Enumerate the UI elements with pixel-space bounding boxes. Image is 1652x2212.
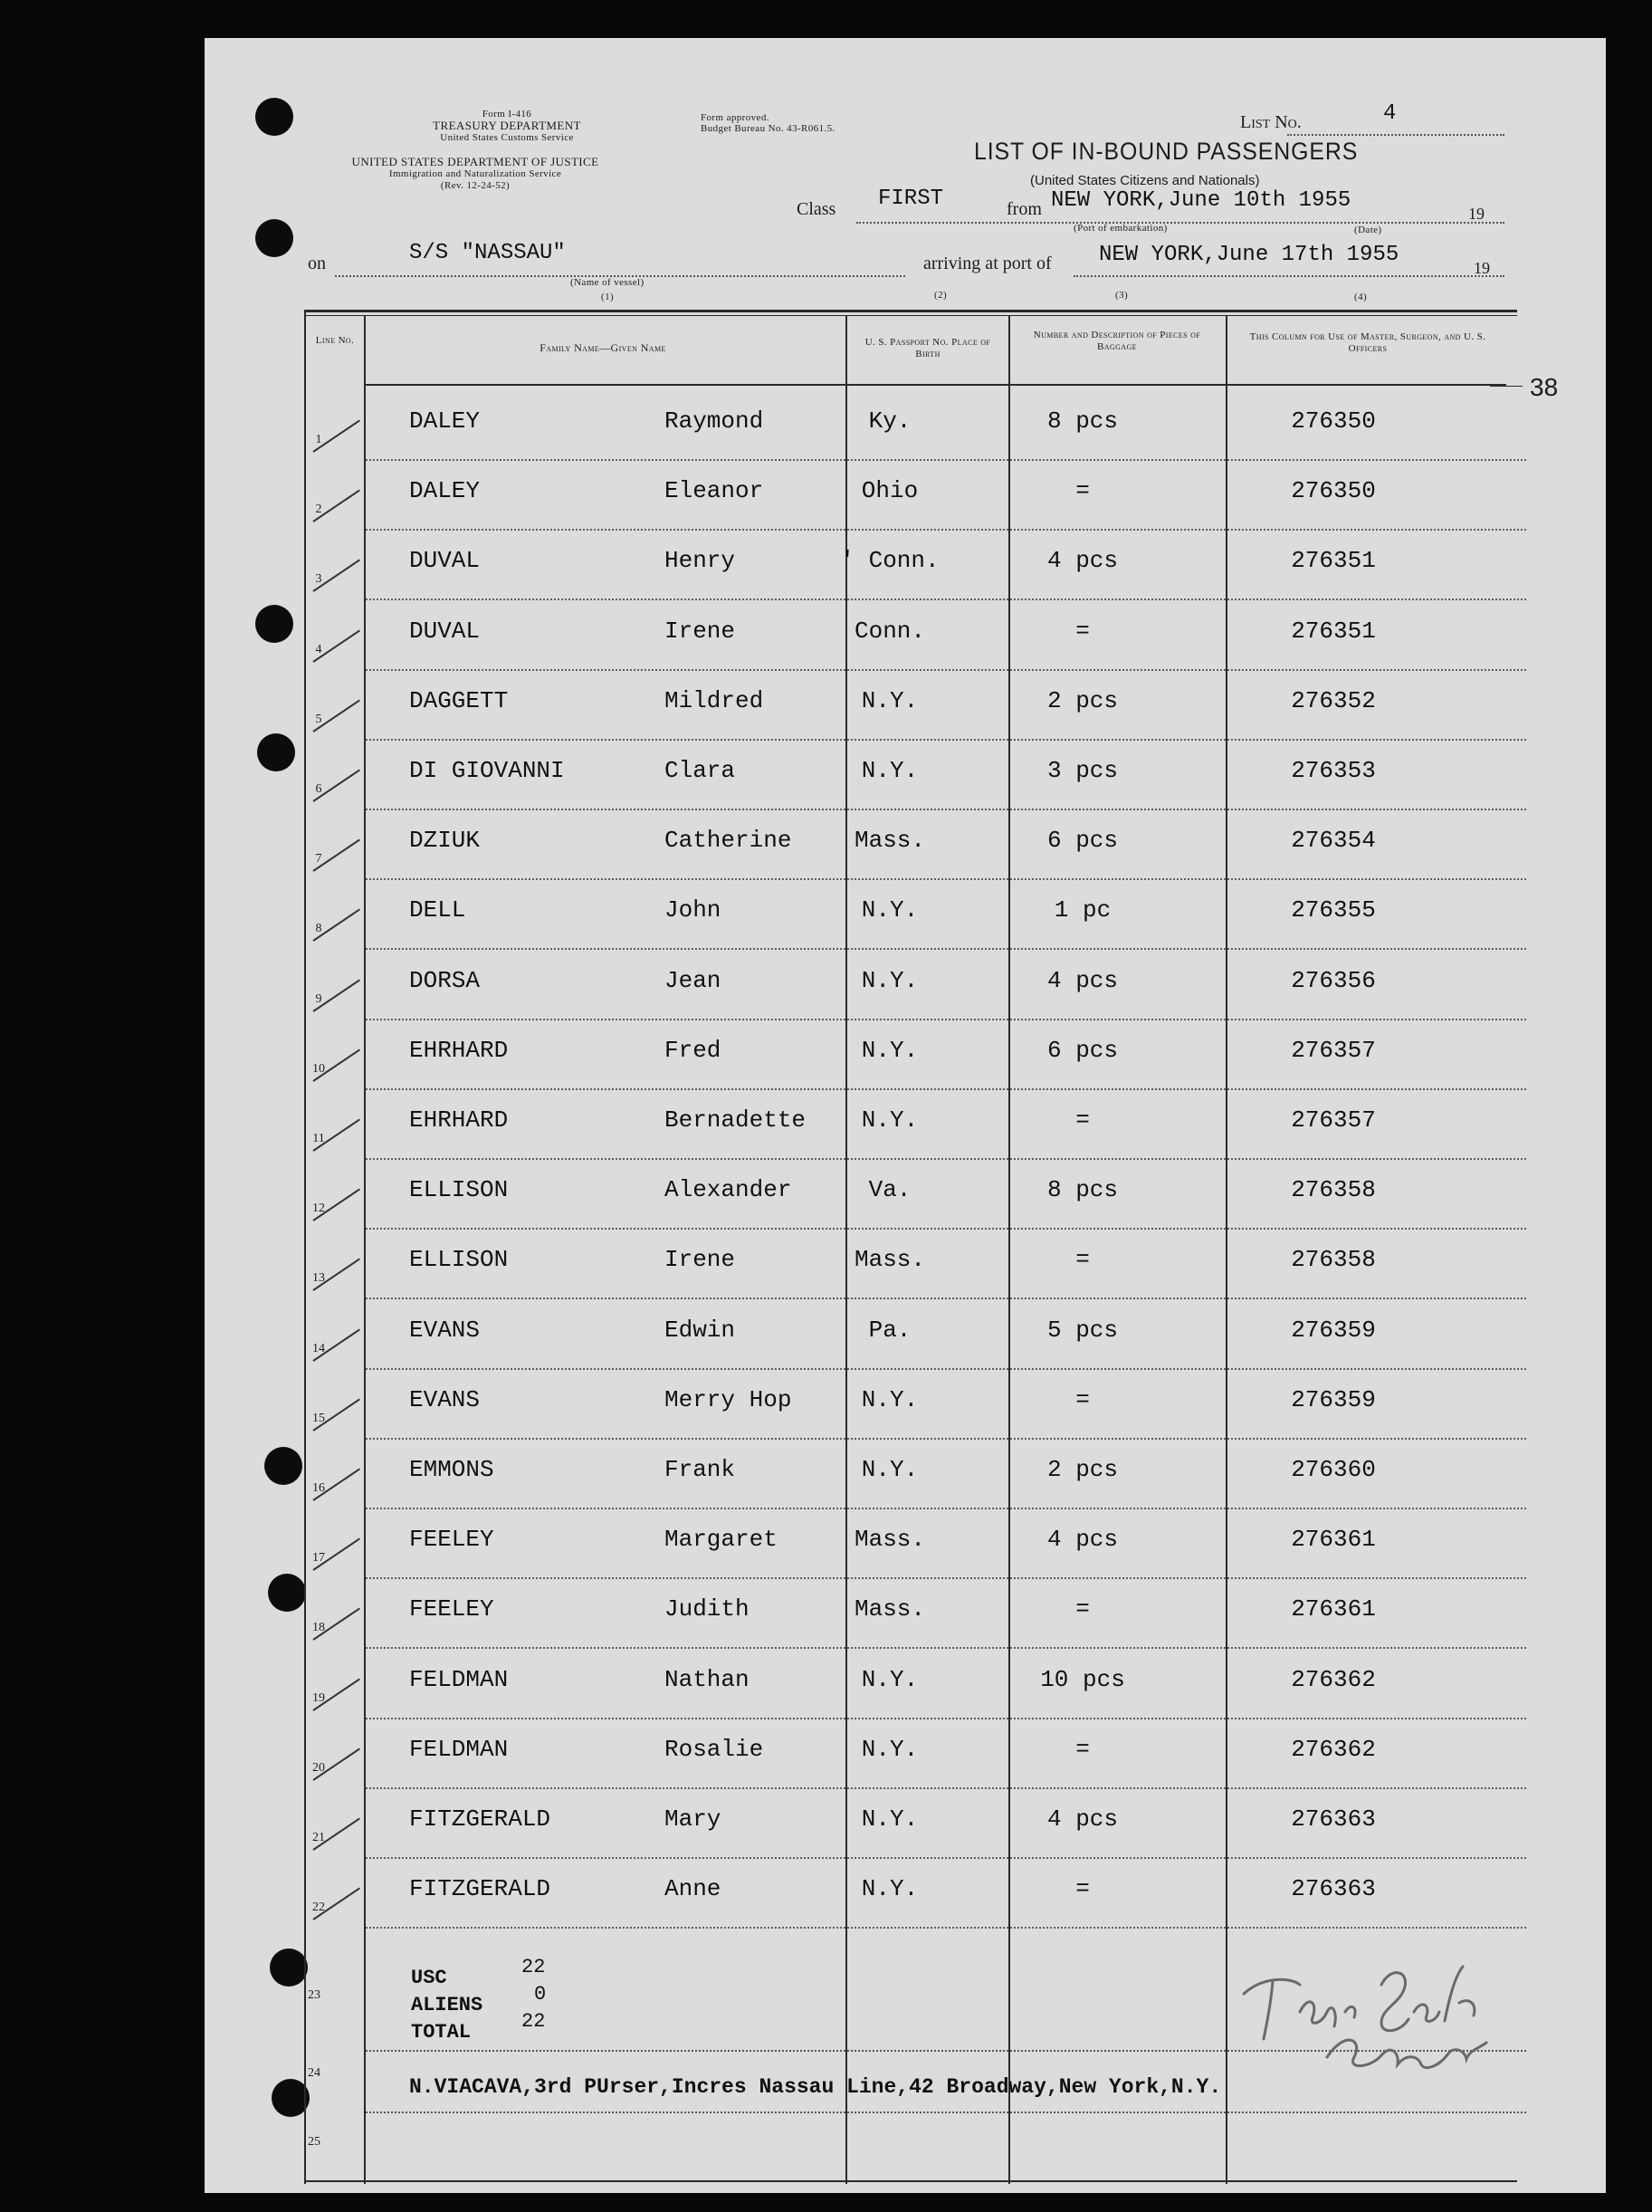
given-name: Frank — [664, 1456, 736, 1483]
given-name: Catherine — [664, 827, 792, 855]
baggage-count: 4 pcs — [1046, 966, 1118, 994]
punch-hole — [255, 98, 293, 136]
place-of-birth: N.Y. — [861, 1385, 919, 1413]
officer-number: 276360 — [1291, 1456, 1376, 1483]
given-name: Henry — [664, 547, 736, 575]
baggage-count: 6 pcs — [1046, 827, 1118, 855]
list-no-value: 4 — [1383, 101, 1397, 126]
punch-hole — [270, 1949, 308, 1987]
line-number-23: 23 — [308, 1988, 320, 2002]
line-number: 14 — [312, 1341, 325, 1355]
officer-number: 276352 — [1291, 686, 1376, 714]
list-no-line — [1287, 134, 1504, 136]
family-name: ELLISON — [409, 1246, 509, 1274]
family-name: DZIUK — [409, 827, 481, 855]
passenger-rows — [205, 391, 1526, 1930]
class-label: Class — [797, 199, 836, 219]
page-number-rule — [1490, 386, 1523, 387]
baggage-count: 2 pcs — [1046, 1456, 1118, 1483]
place-of-birth: Va. — [868, 1176, 912, 1204]
line-number: 13 — [312, 1271, 325, 1286]
line-number: 17 — [312, 1551, 325, 1566]
immigration-service: Immigration and Naturalization Service — [388, 168, 562, 179]
table-row — [205, 1230, 1526, 1299]
baggage-count: = — [1075, 477, 1090, 505]
officer-number: 276353 — [1291, 757, 1376, 784]
table-row — [205, 1650, 1526, 1719]
place-of-birth: Ky. — [868, 407, 912, 435]
given-name: Alexander — [664, 1176, 792, 1204]
line-number: 12 — [312, 1202, 325, 1216]
budget-bureau: Budget Bureau No. 43-R061.5. — [701, 123, 836, 134]
officer-number: 276363 — [1291, 1875, 1376, 1903]
form-revision: (Rev. 12-24-52) — [440, 180, 511, 191]
family-name: DI GIOVANNI — [409, 757, 565, 784]
usc-label: USC — [411, 1967, 447, 1989]
table-row — [205, 1579, 1526, 1649]
table-row — [205, 1300, 1526, 1370]
line-number: 2 — [315, 503, 322, 517]
given-name: Anne — [664, 1875, 721, 1903]
baggage-count: 4 pcs — [1046, 547, 1118, 575]
date-label: (Date) — [1354, 225, 1382, 235]
form-approved: Form approved. — [701, 112, 769, 123]
line-number: 7 — [315, 852, 322, 867]
officer-number: 276361 — [1291, 1595, 1376, 1623]
place-of-birth: Mass. — [854, 1246, 925, 1274]
baggage-count: 3 pcs — [1046, 757, 1118, 784]
col-header-name: Family Name—Given Name — [540, 341, 666, 354]
officer-number: 276357 — [1291, 1106, 1376, 1134]
family-name: DUVAL — [409, 617, 481, 645]
customs-service: United States Customs Service — [440, 132, 574, 143]
family-name: FEELEY — [409, 1526, 494, 1554]
given-name: Judith — [664, 1595, 750, 1623]
place-of-birth: Mass. — [854, 1595, 925, 1623]
family-name: DALEY — [409, 477, 481, 505]
manifest-page — [205, 38, 1606, 2193]
given-name: Rosalie — [664, 1735, 764, 1763]
officer-number: 276358 — [1291, 1246, 1376, 1274]
place-of-birth: N.Y. — [861, 686, 919, 714]
line-number: 3 — [315, 572, 322, 587]
table-row — [205, 531, 1526, 600]
treasury-department: TREASURY DEPARTMENT — [433, 119, 581, 132]
baggage-count: 10 pcs — [1040, 1665, 1125, 1693]
baggage-count: = — [1075, 1106, 1090, 1134]
on-label: on — [308, 254, 326, 273]
family-name: DELL — [409, 896, 466, 924]
line-number: 8 — [315, 922, 322, 936]
table-row — [205, 810, 1526, 880]
col-sub-4: (4) — [1354, 292, 1368, 302]
table-row — [205, 671, 1526, 741]
family-name: DORSA — [409, 966, 481, 994]
given-name: Clara — [664, 757, 736, 784]
place-of-birth: N.Y. — [861, 1036, 919, 1064]
family-name: DAGGETT — [409, 686, 509, 714]
given-name: Jean — [664, 966, 721, 994]
header-bottom-border — [364, 384, 1506, 386]
arrival-value: NEW YORK,June 17th 1955 — [1099, 243, 1399, 267]
total-label: TOTAL — [411, 2021, 472, 2044]
vessel-name: S/S "NASSAU" — [409, 241, 566, 265]
baggage-count: 4 pcs — [1046, 1526, 1118, 1554]
officer-number: 276363 — [1291, 1805, 1376, 1833]
arrival-year: 19 — [1474, 259, 1490, 277]
place-of-birth: N.Y. — [861, 1665, 919, 1693]
baggage-count: 8 pcs — [1046, 407, 1118, 435]
officer-number: 276354 — [1291, 827, 1376, 855]
list-no-label: List No. — [1240, 112, 1302, 132]
line-number: 10 — [312, 1061, 325, 1076]
line-number: 1 — [315, 433, 322, 446]
line-number: 22 — [312, 1901, 325, 1915]
family-name: EMMONS — [409, 1456, 494, 1483]
place-of-birth: Mass. — [854, 1526, 925, 1554]
table-top-border-inner — [304, 315, 1517, 316]
place-of-birth: Conn. — [854, 617, 925, 645]
given-name: Fred — [664, 1036, 721, 1064]
place-of-birth: Ohio — [861, 477, 919, 505]
line-number: 21 — [312, 1831, 325, 1844]
place-of-birth: N.Y. — [861, 1456, 919, 1483]
col-sub-2: (2) — [934, 290, 948, 301]
given-name: Merry Hop — [664, 1385, 792, 1413]
officer-number: 276350 — [1291, 407, 1376, 435]
officer-number: 276359 — [1291, 1385, 1376, 1413]
baggage-count: 6 pcs — [1046, 1036, 1118, 1064]
page-number: 38 — [1530, 373, 1559, 401]
officer-signature — [1237, 1958, 1535, 2075]
baggage-count: = — [1075, 617, 1090, 645]
family-name: FITZGERALD — [409, 1805, 551, 1833]
table-row — [205, 1160, 1526, 1230]
aliens-label: ALIENS — [411, 1994, 483, 2016]
line-number-24: 24 — [308, 2066, 320, 2080]
place-of-birth: N.Y. — [861, 1805, 919, 1833]
place-of-birth: N.Y. — [861, 1735, 919, 1763]
page-title: LIST OF IN-BOUND PASSENGERS — [974, 138, 1359, 165]
given-name: Edwin — [664, 1316, 736, 1344]
vessel-label: (Name of vessel) — [570, 277, 645, 288]
table-top-border — [304, 310, 1517, 312]
officer-number: 276355 — [1291, 896, 1376, 924]
row-line-24 — [366, 2111, 1526, 2113]
officer-number: 276357 — [1291, 1036, 1376, 1064]
baggage-count: = — [1075, 1246, 1090, 1274]
line-number: 6 — [315, 782, 322, 796]
table-row — [205, 1859, 1526, 1929]
line-number: 16 — [312, 1481, 325, 1495]
table-row — [205, 601, 1526, 671]
given-name: Irene — [664, 1246, 736, 1274]
family-name: FITZGERALD — [409, 1875, 551, 1903]
form-number: Form I-416 — [482, 109, 532, 120]
baggage-count: = — [1075, 1385, 1090, 1413]
line-number: 11 — [312, 1132, 325, 1145]
given-name: Raymond — [664, 407, 764, 435]
officer-number: 276351 — [1291, 617, 1376, 645]
baggage-count: 4 pcs — [1046, 1805, 1118, 1833]
baggage-count: 5 pcs — [1046, 1316, 1118, 1344]
total-value: 22 — [521, 2010, 546, 2033]
line-number: 18 — [312, 1621, 325, 1635]
from-line — [856, 222, 1504, 224]
officer-number: 276362 — [1291, 1665, 1376, 1693]
class-value: FIRST — [878, 187, 944, 211]
family-name: ELLISON — [409, 1176, 509, 1204]
given-name: Bernadette — [664, 1106, 807, 1134]
col-header-passport: U. S. Passport No. Place of Birth — [864, 337, 991, 359]
table-bottom-border — [304, 2180, 1517, 2182]
officer-number: 276359 — [1291, 1316, 1376, 1344]
family-name: FELDMAN — [409, 1735, 509, 1763]
family-name: FELDMAN — [409, 1665, 509, 1693]
line-number: 4 — [315, 642, 322, 656]
table-row — [205, 1020, 1526, 1090]
line-number: 19 — [312, 1690, 325, 1705]
place-of-birth: Pa. — [868, 1316, 912, 1344]
line-number-25: 25 — [308, 2135, 320, 2149]
from-value: NEW YORK,June 10th 1955 — [1051, 188, 1351, 213]
family-name: EHRHARD — [409, 1106, 509, 1134]
page-subtitle: (United States Citizens and Nationals) — [1030, 173, 1260, 188]
officer-number: 276362 — [1291, 1735, 1376, 1763]
from-year: 19 — [1468, 205, 1485, 223]
officer-number: 276350 — [1291, 477, 1376, 505]
col-header-officers: This Column for Use of Master, Surgeon, and U. S. Officers — [1249, 331, 1486, 354]
given-name: Margaret — [664, 1526, 778, 1554]
line-number: 5 — [315, 712, 322, 726]
table-row — [205, 1440, 1526, 1509]
table-row — [205, 1370, 1526, 1440]
table-row — [205, 1719, 1526, 1789]
given-name: Irene — [664, 617, 736, 645]
place-of-birth: N.Y. — [861, 896, 919, 924]
family-name: EVANS — [409, 1385, 481, 1413]
place-of-birth: N.Y. — [861, 1875, 919, 1903]
table-row — [205, 1789, 1526, 1859]
embarkation-label: (Port of embarkation) — [1074, 223, 1168, 234]
aliens-value: 0 — [534, 1983, 547, 2006]
family-name: FEELEY — [409, 1595, 494, 1623]
usc-value: 22 — [521, 1956, 546, 1978]
place-of-birth: N.Y. — [861, 1106, 919, 1134]
col-sub-1: (1) — [601, 292, 615, 302]
table-row — [205, 1509, 1526, 1579]
arriving-label: arriving at port of — [923, 254, 1052, 273]
line-number: 20 — [312, 1760, 325, 1775]
baggage-count: 1 pc — [1054, 896, 1112, 924]
given-name: John — [664, 896, 721, 924]
given-name: Mildred — [664, 686, 764, 714]
place-of-birth: N.Y. — [861, 966, 919, 994]
officer-number: 276358 — [1291, 1176, 1376, 1204]
col-header-baggage: Number and Description of Pieces of Baggage — [1033, 330, 1201, 352]
table-row — [205, 741, 1526, 810]
baggage-count: = — [1075, 1875, 1090, 1903]
family-name: EVANS — [409, 1316, 481, 1344]
table-row — [205, 461, 1526, 531]
line-number: 15 — [312, 1411, 325, 1425]
table-row — [205, 951, 1526, 1020]
punch-hole — [255, 219, 293, 257]
officer-number: 276361 — [1291, 1526, 1376, 1554]
place-of-birth: Mass. — [854, 827, 925, 855]
officer-number: 276351 — [1291, 547, 1376, 575]
place-of-birth: ' Conn. — [840, 547, 940, 575]
baggage-count: 8 pcs — [1046, 1176, 1118, 1204]
col-sub-3: (3) — [1115, 290, 1129, 301]
baggage-count: = — [1075, 1735, 1090, 1763]
row-rule — [366, 1927, 1526, 1929]
table-row — [205, 1090, 1526, 1160]
family-name: DUVAL — [409, 547, 481, 575]
family-name: EHRHARD — [409, 1036, 509, 1064]
table-row — [205, 391, 1526, 461]
family-name: DALEY — [409, 407, 481, 435]
baggage-count: 2 pcs — [1046, 686, 1118, 714]
given-name: Mary — [664, 1805, 721, 1833]
line-number: 9 — [315, 991, 322, 1006]
department-of-justice: UNITED STATES DEPARTMENT OF JUSTICE — [351, 155, 599, 168]
place-of-birth: N.Y. — [861, 757, 919, 784]
table-row — [205, 880, 1526, 950]
arrival-line — [1074, 275, 1504, 277]
purser-line: N.VIACAVA,3rd PUrser,Incres Nassau Line,42 Broadway,New York,N.Y. — [409, 2075, 1222, 2099]
given-name: Eleanor — [664, 477, 764, 505]
officer-number: 276356 — [1291, 966, 1376, 994]
col-header-line: Line No. — [315, 335, 355, 346]
given-name: Nathan — [664, 1665, 750, 1693]
baggage-count: = — [1075, 1595, 1090, 1623]
from-label: from — [1007, 199, 1042, 219]
